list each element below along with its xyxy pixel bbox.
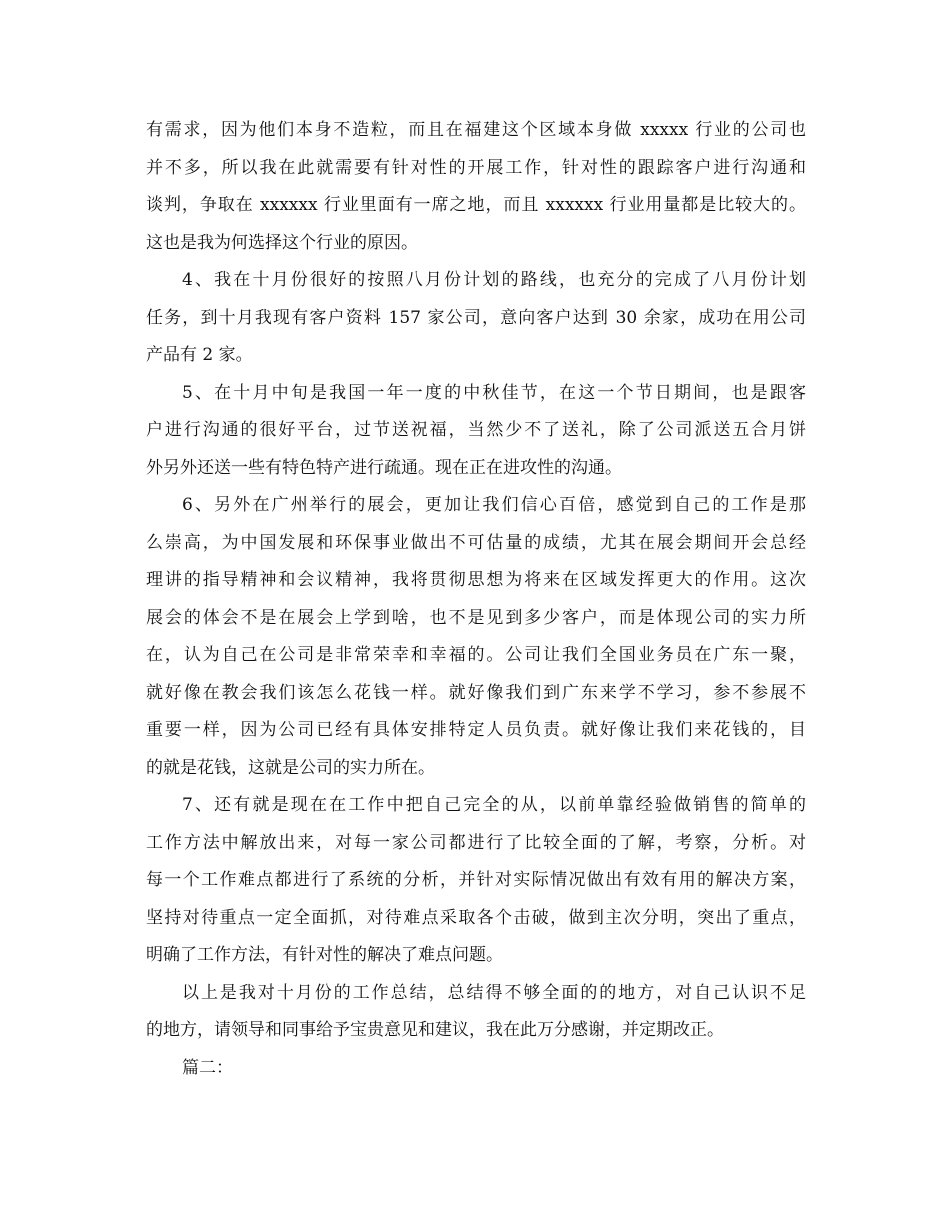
- text-line: 4、我在十月份很好的按照八月份计划的路线，也充分的完成了八月份计划: [182, 270, 806, 290]
- text-line: 明确了工作方法，有针对性的解决了难点问题。: [146, 945, 503, 965]
- text-line: 每一个工作难点都进行了系统的分析，并针对实际情况做出有效有用的解决方案，: [146, 870, 806, 890]
- text-line: 的就是花钱，这就是公司的实力所在。: [146, 757, 435, 778]
- text-line: 篇二：: [182, 1057, 233, 1078]
- text-line: 产品有 2 家。: [146, 345, 253, 365]
- document-body: [146, 112, 806, 1087]
- text-line: 理讲的指导精神和会议精神，我将贯彻思想为将来在区域发挥更大的作用。这次: [146, 570, 806, 590]
- text-line: 就好像在教会我们该怎么花钱一样。就好像我们到广东来学不学习，参不参展不: [146, 682, 806, 703]
- text-line: 以上是我对十月份的工作总结，总结得不够全面的的地方，对自己认识不足: [182, 982, 806, 1003]
- text-line: 工作方法中解放出来，对每一家公司都进行了比较全面的了解，考察，分析。对: [146, 832, 806, 853]
- text-line: 坚持对待重点一定全面抓，对待难点采取各个击破，做到主次分明，突出了重点，: [146, 907, 806, 928]
- text-line: 展会的体会不是在展会上学到啥，也不是见到多少客户，而是体现公司的实力所: [146, 607, 806, 628]
- text-line: 重要一样，因为公司已经有具体安排特定人员负责。就好像让我们来花钱的，目: [146, 720, 806, 740]
- text-line: 任务，到十月我现有客户资料 157 家公司，意向客户达到 30 余家，成功在用公司: [146, 307, 806, 328]
- text-line: 么崇高，为中国发展和环保事业做出不可估量的成绩，尤其在展会期间开会总经: [146, 532, 806, 553]
- text-line: 6、另外在广州举行的展会，更加让我们信心百倍，感觉到自己的工作是那: [182, 495, 806, 515]
- text-line: 7、还有就是现在在工作中把自己完全的从，以前单靠经验做销售的简单的: [182, 795, 806, 815]
- text-line: 并不多，所以我在此就需要有针对性的开展工作，针对性的跟踪客户进行沟通和: [146, 157, 806, 178]
- text-line: 户进行沟通的很好平台，过节送祝福，当然少不了送礼，除了公司派送五合月饼: [146, 420, 806, 440]
- text-line: 在，认为自己在公司是非常荣幸和幸福的。公司让我们全国业务员在广东一聚，: [146, 645, 806, 665]
- text-line: 的地方，请领导和同事给予宝贵意见和建议，我在此万分感谢，并定期改正。: [146, 1020, 724, 1040]
- text-line: 有需求，因为他们本身不造粒，而且在福建这个区域本身做 xxxxx 行业的公司也: [146, 120, 806, 140]
- text-line: 这也是我为何选择这个行业的原因。: [146, 232, 418, 253]
- text-line: 谈判，争取在 xxxxxx 行业里面有一席之地，而且 xxxxxx 行业用量都是比较大的。: [146, 195, 806, 215]
- text-line: 外另外还送一些有特色特产进行疏通。现在正在进攻性的沟通。: [146, 457, 622, 478]
- text-line: 5、在十月中旬是我国一年一度的中秋佳节，在这一个节日期间，也是跟客: [182, 382, 806, 403]
